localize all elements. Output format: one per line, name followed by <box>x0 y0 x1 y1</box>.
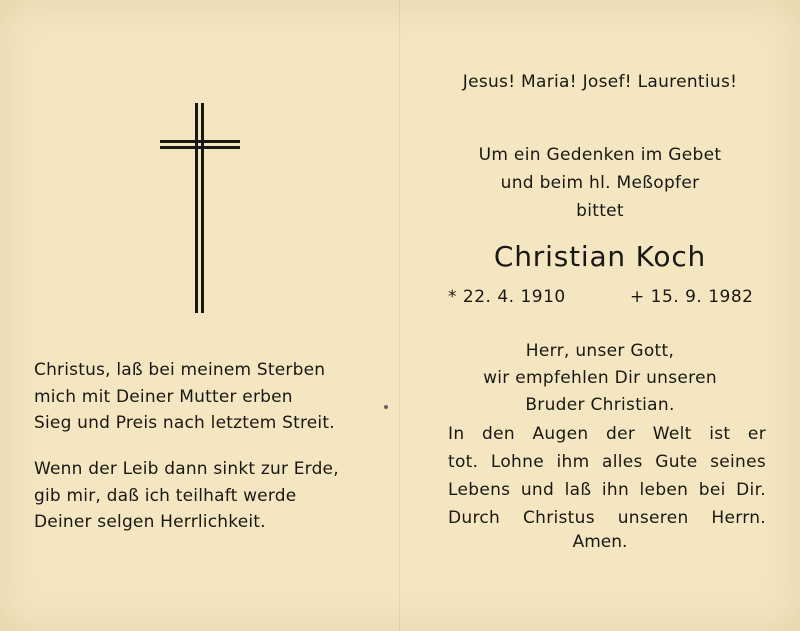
verse-first <box>34 357 335 437</box>
invocation: Jesus! Maria! Josef! Laurentius! <box>462 72 738 92</box>
amen: Amen. <box>572 532 628 552</box>
birth-date: * 22. 4. 1910 <box>448 287 566 307</box>
verse-line: Sieg und Preis nach letztem Streit. <box>34 413 335 433</box>
prayer-line: Lebens und laß ihn leben bei Dir. <box>448 480 766 500</box>
request-line: und beim hl. Meßopfer <box>500 173 700 193</box>
verse-line: Christus, laß bei meinem Sterben <box>34 360 326 380</box>
prayer-intro <box>400 338 800 419</box>
cross-icon <box>160 103 240 313</box>
paper-speck <box>384 405 388 409</box>
verse-second <box>34 456 339 536</box>
prayer-line: Durch Christus unseren Herrn. <box>448 508 766 528</box>
death-date: + 15. 9. 1982 <box>630 287 754 307</box>
verse-line: Wenn der Leib dann sinkt zur Erde, <box>34 459 339 479</box>
request-line: bittet <box>576 201 624 221</box>
verse-line: gib mir, daß ich teilhaft werde <box>34 485 297 506</box>
prayer-request <box>400 141 800 225</box>
deceased-name: Christian Koch <box>493 240 707 273</box>
prayer-line: wir empfehlen Dir unseren <box>483 368 717 388</box>
verse-line: mich mit Deiner Mutter erben <box>34 386 293 407</box>
prayer-line: Bruder Christian. <box>525 395 675 415</box>
prayer-line: Herr, unser Gott, <box>525 341 675 361</box>
request-line: Um ein Gedenken im Gebet <box>478 145 722 165</box>
prayer-line: tot. Lohne ihm alles Gute seines <box>448 452 766 472</box>
prayer-body <box>448 420 766 532</box>
prayer-line: In den Augen der Welt ist er <box>448 424 766 444</box>
verse-line: Deiner selgen Herrlichkeit. <box>34 512 266 532</box>
